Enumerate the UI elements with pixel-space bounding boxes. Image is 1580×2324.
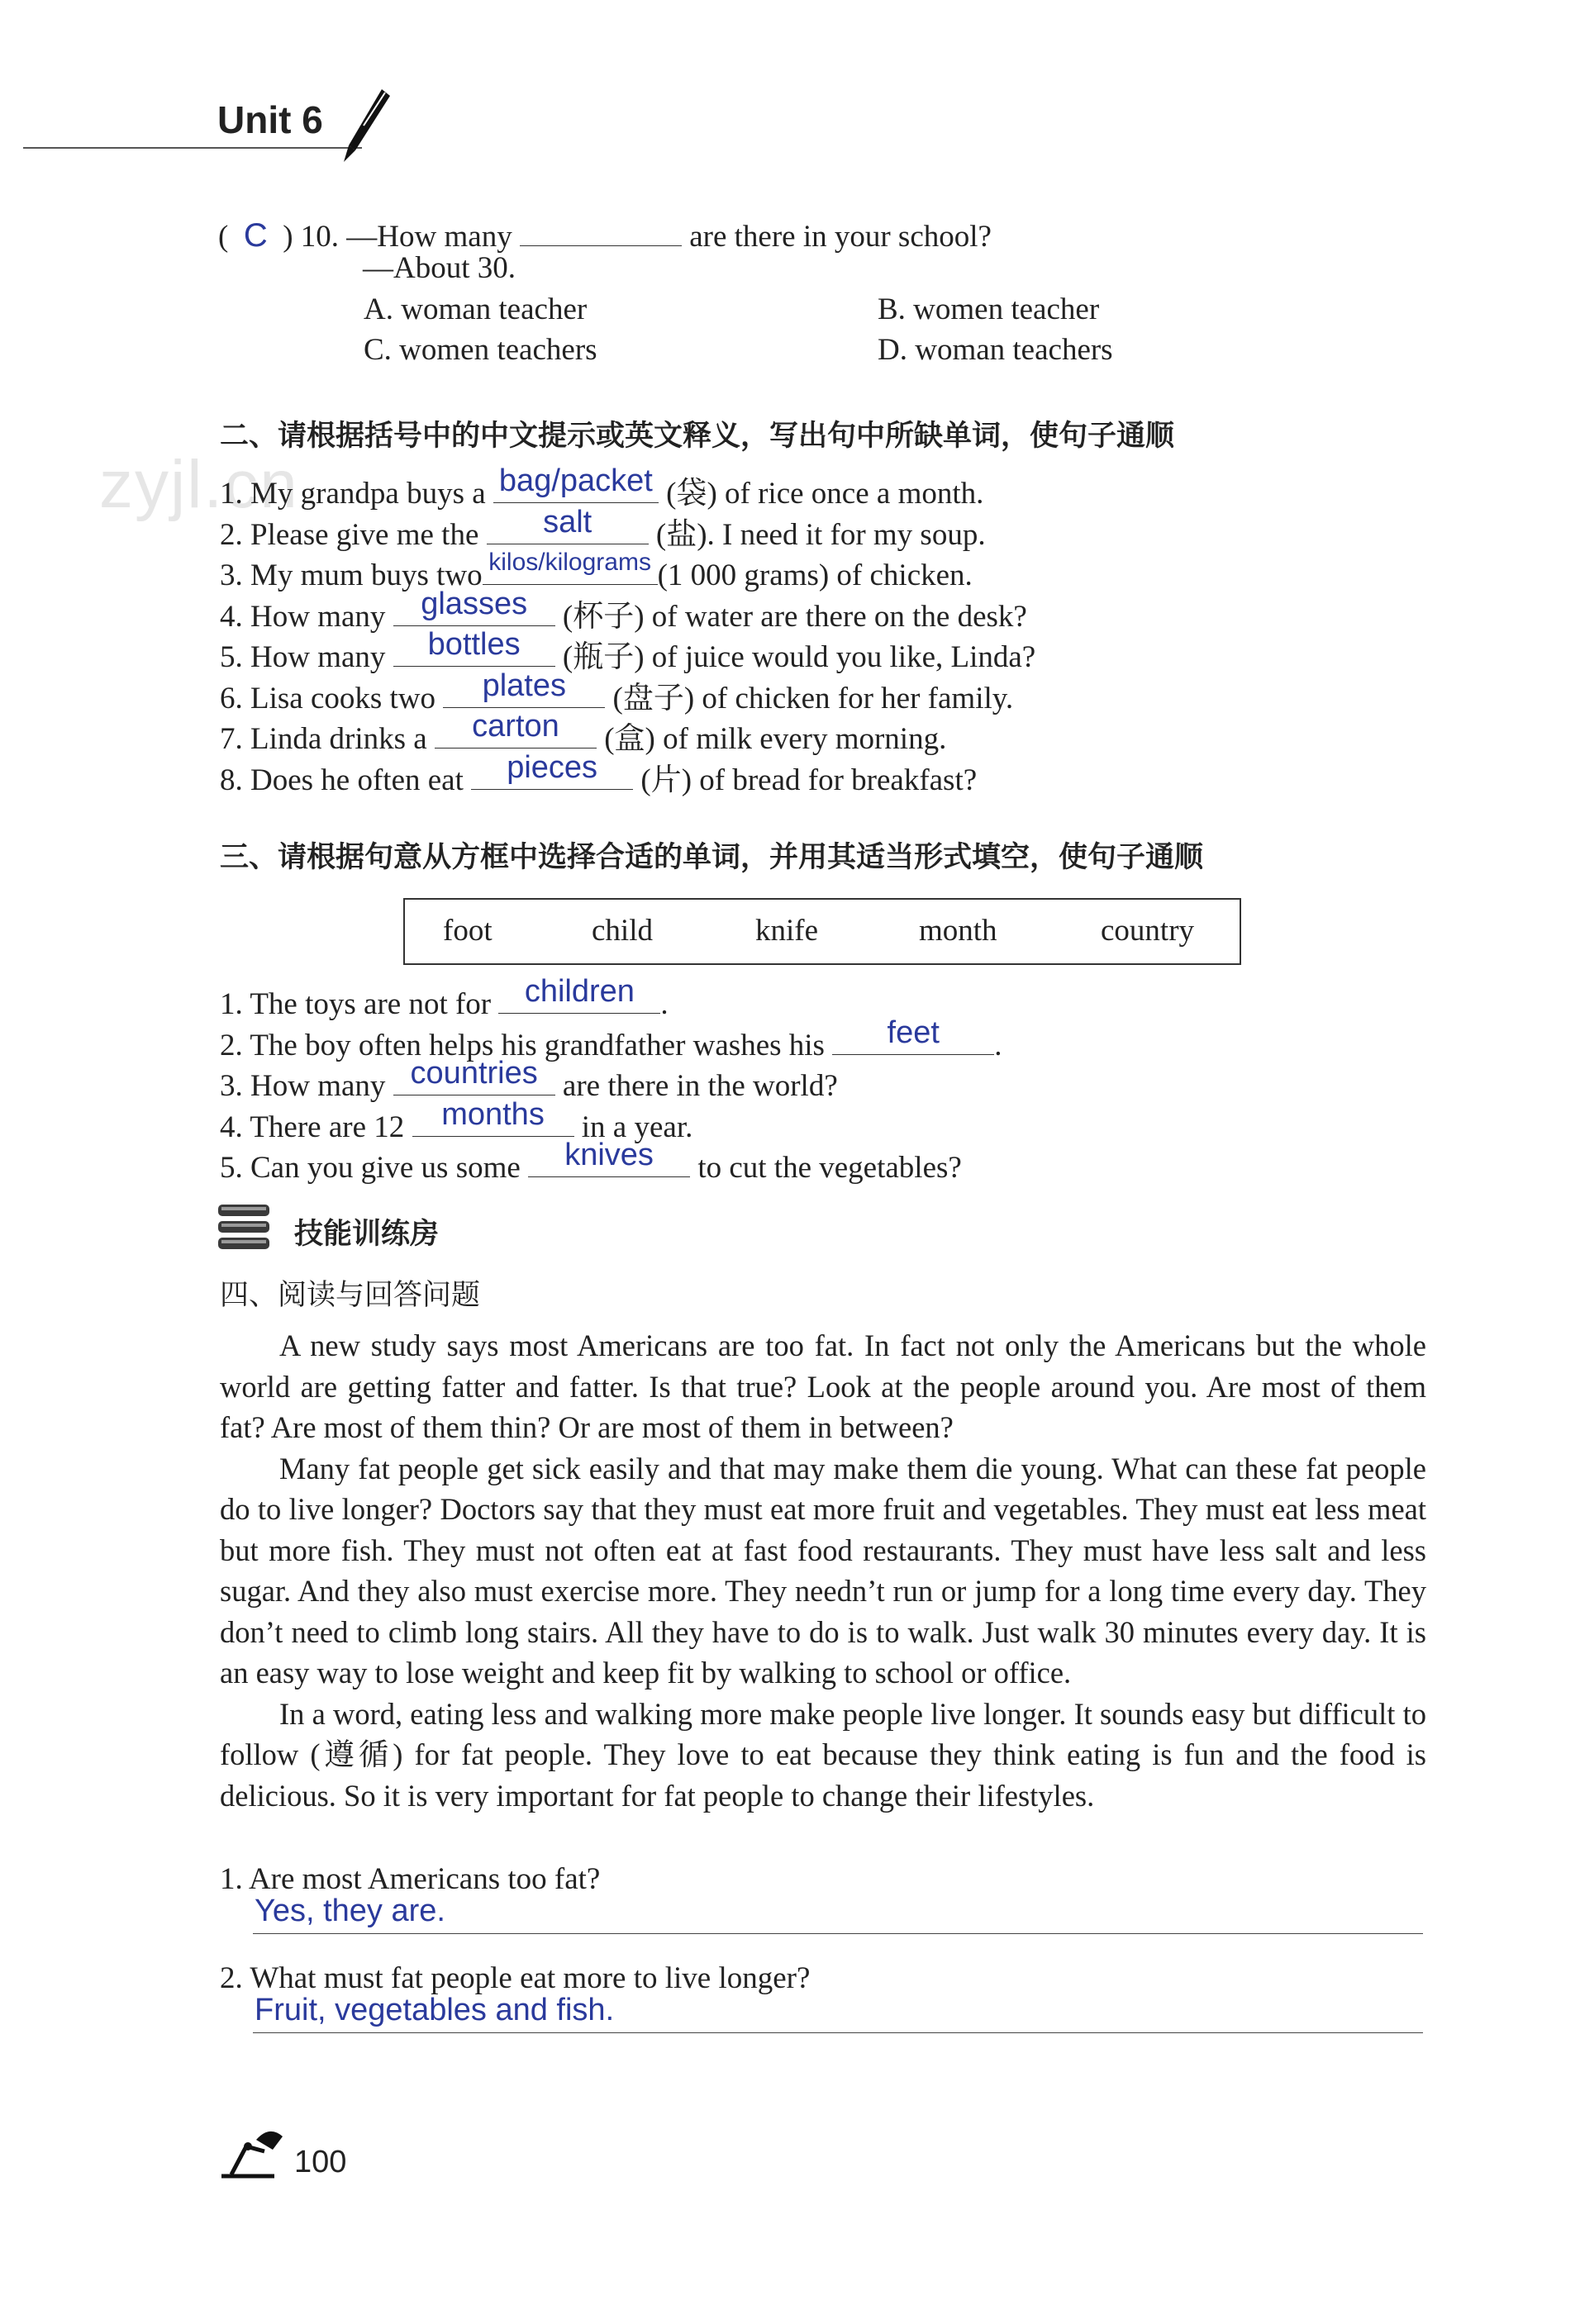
q10-reply: —About 30. (363, 251, 516, 285)
s2-item: 3. My mum buys two kilos/kilograms (1 000 grams) of chicken. (220, 546, 973, 596)
s3-answer: countries (410, 1056, 538, 1091)
s2-item: 5. How many bottles (瓶子) of juice would you like, Linda? (220, 627, 1036, 674)
lamp-icon (217, 2122, 288, 2181)
answer-2-rule (253, 2032, 1423, 2033)
question-1: 1. Are most Americans too fat? (220, 1862, 601, 1896)
s2-answer: bag/packet (498, 463, 653, 498)
s2-answer: salt (543, 505, 592, 539)
passage (220, 1325, 1426, 1816)
s3-answer: knives (564, 1138, 654, 1172)
section4-title: 四、阅读与回答问题 (220, 1279, 481, 1312)
unit-label: Unit 6 (217, 98, 323, 141)
s3-answer: children (524, 974, 635, 1009)
answer-1: Yes, they are. (255, 1894, 445, 1928)
passage-paragraph: In a word, eating less and walking more make people live longer. It sounds easy but difficult to follow (遵循) for fat people. They love to eat because they think eating is fun and the food is delicious. So it is very important for fat people to change their lifestyles. (220, 1696, 1426, 1813)
s2-answer: kilos/kilograms (488, 549, 651, 576)
word-box-item: month (919, 914, 997, 948)
s3-item: 1. The toys are not for children . (220, 974, 669, 1021)
stack-icon (217, 1203, 273, 1254)
answer-1-rule (253, 1933, 1423, 1934)
passage-paragraph: Many fat people get sick easily and that may make them die young. What can these fat people do to live longer? Doctors say that they must eat more fruit and vegetables. They must eat less meat but more fish. They must not often eat at fast food restaurants. They must have less salt and less sugar. And they also must exercise more. They needn’t run or jump for a long time every day. They don’t need to climb long stairs. All they have to do is to walk. Just walk 30 minutes every day. It is an easy way to lose weight and keep fit by walking to school or office. (220, 1451, 1426, 1690)
s2-answer: carton (472, 709, 559, 744)
q10-answer: C (243, 217, 268, 254)
word-box-item: child (592, 914, 653, 948)
word-box-item: country (1101, 914, 1195, 948)
s3-item: 4. There are 12 months in a year. (220, 1097, 693, 1144)
s3-item: 5. Can you give us some knives to cut the vegetables? (220, 1138, 962, 1185)
word-box-item: knife (755, 914, 819, 948)
page-number: 100 (294, 2145, 347, 2179)
section3-title: 三、请根据句意从方框中选择合适的单词，并用其适当形式填空，使句子通顺 (220, 841, 1204, 874)
word-box-item: foot (443, 914, 493, 948)
s2-answer: glasses (421, 587, 528, 621)
s3-answer: months (441, 1097, 545, 1132)
q10-option-c: C. women teachers (364, 333, 597, 367)
s2-item: 1. My grandpa buys a bag/packet (袋) of rice once a month. (220, 463, 984, 511)
s2-answer: plates (482, 668, 566, 703)
watermark: zyjl.cn (99, 447, 299, 522)
q10-stem: ( C ) 10. —How many are there in your school? (218, 207, 992, 258)
word-box (403, 898, 1241, 965)
q10-option-b: B. women teacher (878, 292, 1100, 326)
s2-item: 8. Does he often eat pieces (片) of bread for breakfast? (220, 750, 978, 797)
s2-item: 4. How many glasses (杯子) of water are there on the desk? (220, 587, 1027, 634)
question-2: 2. What must fat people eat more to live longer? (220, 1961, 811, 1995)
section2-title: 二、请根据括号中的中文提示或英文释义，写出句中所缺单词，使句子通顺 (220, 420, 1175, 453)
pen-icon (331, 83, 397, 165)
s3-item: 3. How many countries are there in the world? (220, 1056, 838, 1103)
passage-paragraph: A new study says most Americans are too fat. In fact not only the Americans but the whole world are getting fatter and fatter. Is that true? Look at the people around you. Are most of them fat? Are most of them thin? Or are most of them in between? (220, 1328, 1426, 1444)
header-rule (23, 147, 362, 149)
s2-item: 7. Linda drinks a carton (盒) of milk every morning. (220, 709, 947, 756)
s2-item: 2. Please give me the salt (盐). I need it for my soup. (220, 505, 986, 552)
answer-2: Fruit, vegetables and fish. (255, 1993, 615, 2027)
s2-item: 6. Lisa cooks two plates (盘子) of chicken for her family. (220, 668, 1014, 715)
q10-blank (520, 207, 682, 246)
q10-option-d: D. woman teachers (878, 333, 1113, 367)
skills-title: 技能训练房 (294, 1218, 440, 1251)
s2-answer: pieces (507, 750, 598, 785)
q10-option-a: A. woman teacher (364, 292, 588, 326)
s3-item: 2. The boy often helps his grandfather washes his feet . (220, 1015, 1002, 1062)
s3-answer: feet (887, 1015, 940, 1050)
s2-answer: bottles (427, 627, 521, 662)
